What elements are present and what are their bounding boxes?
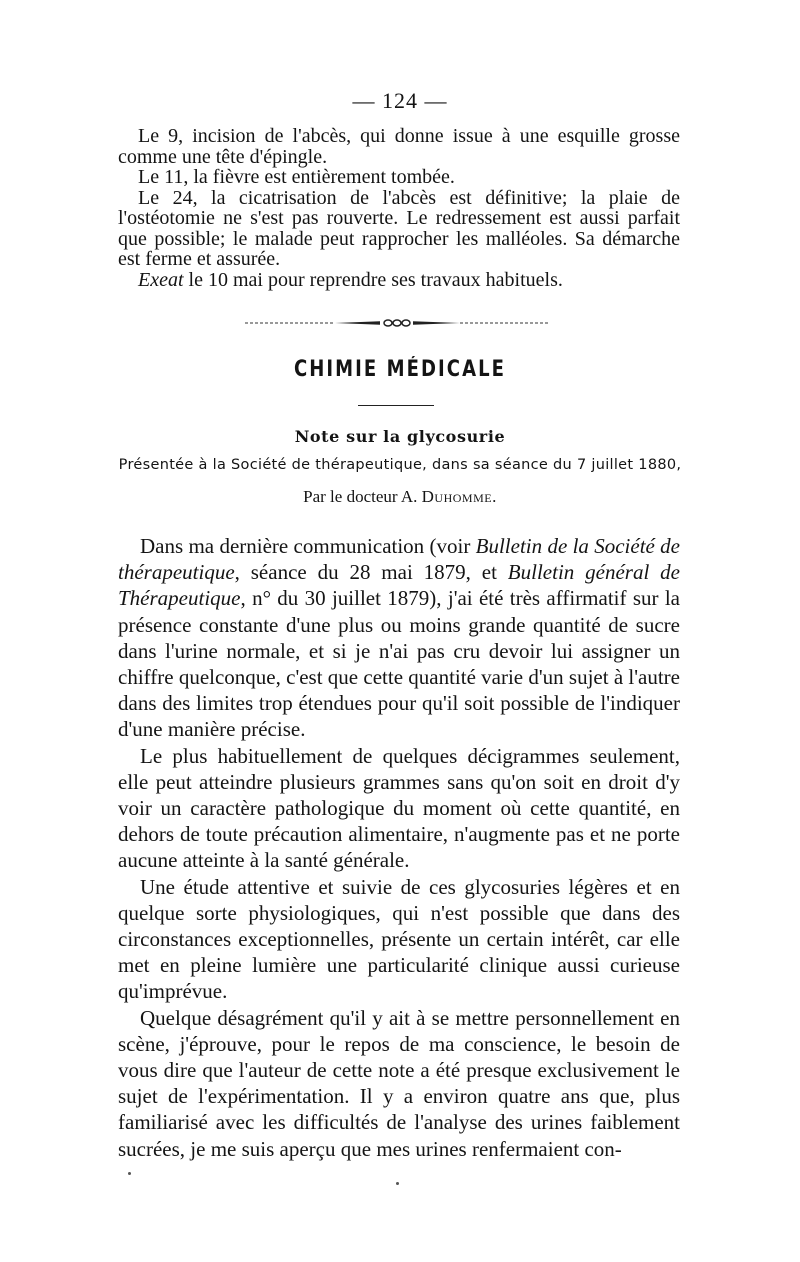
exeat-word: Exeat xyxy=(138,268,184,291)
page-number: — 124 — xyxy=(352,88,448,113)
case-notes xyxy=(118,126,680,290)
ornamental-divider xyxy=(245,319,550,327)
print-speck xyxy=(128,1172,131,1175)
article-paragraph xyxy=(118,533,680,743)
exeat-text: le 10 mai pour reprendre ses travaux habituels. xyxy=(183,268,563,291)
case-note-line: Le 11, la fièvre est entièrement tombée. xyxy=(138,166,455,188)
article-paragraph: Quelque désagrément qu'il y ait à se mettre personnellement en scène, j'éprouve, pour le repos de ma conscience, le besoin de vous dire que l'auteur de cette note a été presque exclusivement le sujet de l'expérimentation. Il y a environ quatre ans que, plus familiarisé avec les difficultés de l'analyse des urines faiblement sucrées, je me suis aperçu que mes urines renfermaient con- xyxy=(118,1005,680,1161)
exeat-line xyxy=(118,270,680,291)
title-rule xyxy=(358,405,434,406)
text-run: , n° du 30 juillet 1879), j'ai été très affirmatif sur la présence constante d'une plus ou moins grande quantité de sucre dans l'urine normale, et si je n'ai pas cru devoir lui assigner un chiffre quelconque, c'est que cette quantité varie d'un sujet à l'autre dans des limites trop étendues pour qu'il soit possible de l'indiquer d'une manière précise. xyxy=(118,586,680,742)
author-line xyxy=(0,487,800,507)
text-run: , séance du 28 mai 1879, et xyxy=(234,560,508,585)
author-prefix: Par le docteur A. xyxy=(303,487,422,506)
citation-title: Bulletin de la Société de thérapeutique xyxy=(118,534,680,585)
case-note-line: Le 24, la cicatrisation de l'abcès est définitive; la plaie de l'ostéotomie ne s'est pas rouverte. Le redressement est aussi parfait que possible; le malade peut rapprocher les malléoles. Sa démarche est ferme et assurée. xyxy=(118,186,680,270)
author-name: Duhomme. xyxy=(421,487,497,506)
text-run: Dans ma dernière communication (voir xyxy=(140,534,476,558)
case-note-line: Le 9, incision de l'abcès, qui donne issue à une esquille grosse comme une tête d'épingle. xyxy=(118,125,680,168)
article-body xyxy=(118,533,680,1162)
note-title: Note sur la glycosurie xyxy=(294,427,506,446)
presentation-line: Présentée à la Société de thérapeutique, dans sa séance du 7 juillet 1880, xyxy=(118,457,682,473)
print-speck xyxy=(396,1182,399,1185)
citation-title: Bulletin général de Thérapeutique xyxy=(118,560,680,611)
section-title: CHIMIE MÉDICALE xyxy=(293,357,507,382)
article-paragraph: Le plus habituellement de quelques décigrammes seulement, elle peut atteindre plusieurs grammes sans qu'on soit en droit d'y voir un caractère pathologique du moment où cette quantité, en dehors de toute précaution alimentaire, n'augmente pas et ne porte aucune atteinte à la santé générale. xyxy=(118,743,680,873)
article-paragraph: Une étude attentive et suivie de ces glycosuries légères et en quelque sorte physiologiques, qui n'est possible que dans des circonstances exceptionnelles, présente un certain intérêt, car elle met en pleine lumière une particularité clinique aussi curieuse qu'imprévue. xyxy=(118,874,680,1004)
